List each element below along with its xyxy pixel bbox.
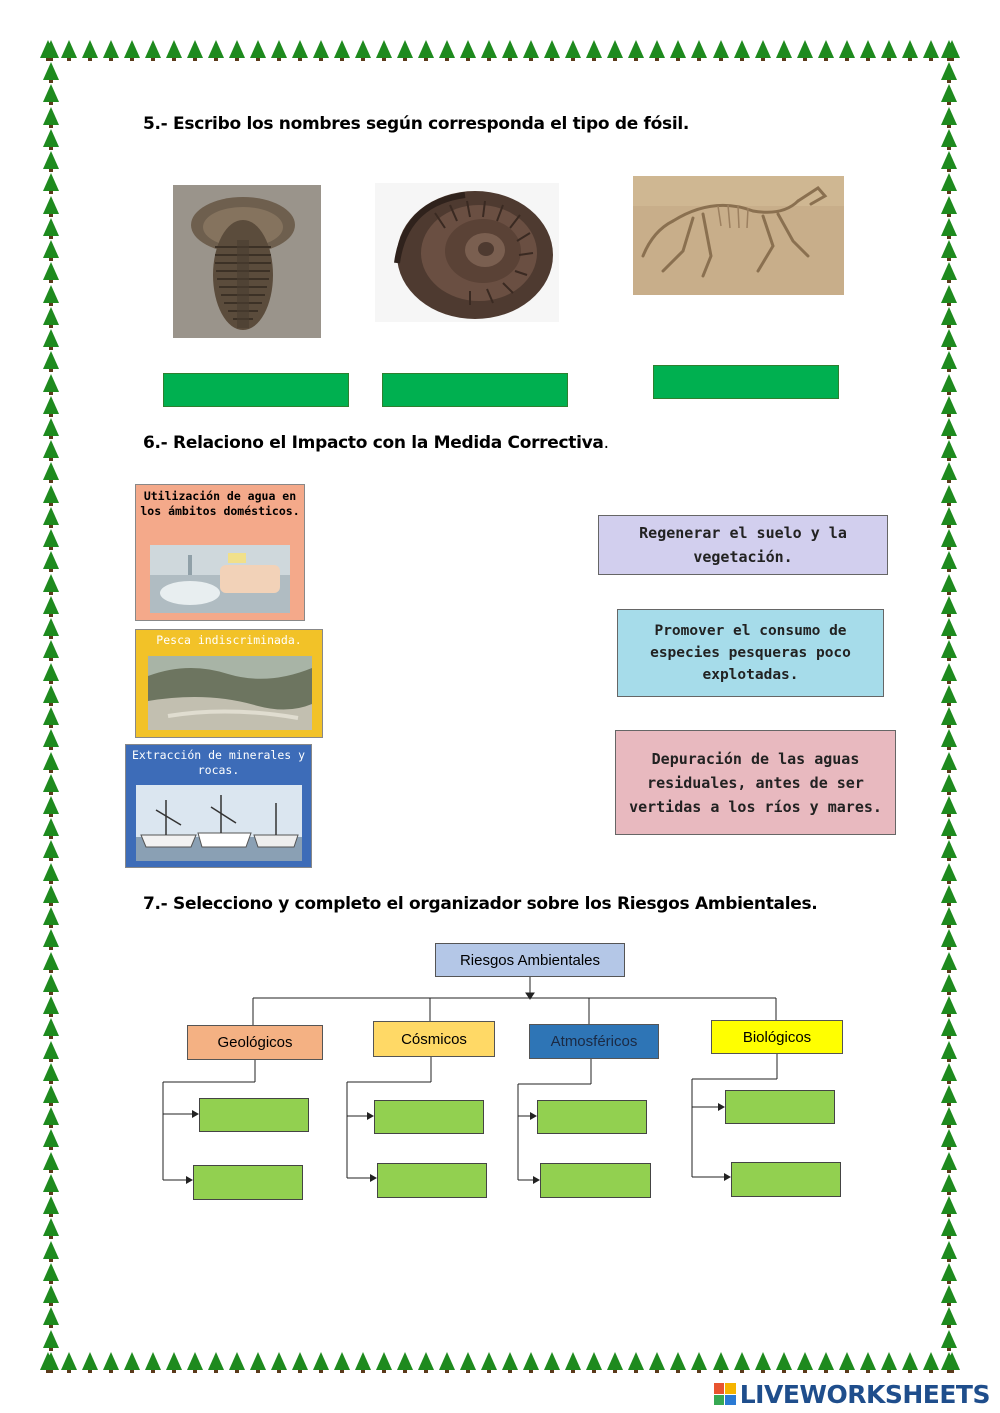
geologicos-slot-2[interactable]: [193, 1165, 303, 1200]
question-6-text: 6.- Relaciono el Impacto con la Medida Correctiva: [143, 433, 604, 453]
measure-card-3-label: Depuración de las aguas residuales, antes de ser vertidas a los ríos y mares.: [629, 749, 882, 816]
biologicos-slot-2[interactable]: [731, 1162, 841, 1197]
liveworksheets-logo: [714, 1379, 990, 1409]
geologicos-slot-1[interactable]: [199, 1098, 309, 1132]
liveworksheets-logo-text: LIVEWORKSHEETS: [739, 1379, 990, 1409]
category-biologicos: Biológicos: [711, 1020, 843, 1054]
question-7: 7.- Selecciono y completo el organizador sobre los Riesgos Ambientales.: [143, 894, 818, 914]
category-cosmicos: Cósmicos: [373, 1021, 495, 1057]
cosmicos-slot-1[interactable]: [374, 1100, 484, 1134]
root-riesgos-ambientales: Riesgos Ambientales: [435, 943, 625, 977]
measure-card-2-label: Promover el consumo de especies pesqueras poco explotadas.: [650, 623, 851, 683]
impact-card-1-label: Utilización de agua en los ámbitos domésticos.: [140, 489, 300, 518]
question-6-period: .: [603, 433, 609, 453]
atmosfericos-slot-2[interactable]: [540, 1163, 651, 1198]
biologicos-slot-1[interactable]: [725, 1090, 835, 1124]
cosmicos-slot-2[interactable]: [377, 1163, 487, 1198]
impact-card-3-label: Extracción de minerales y rocas.: [131, 748, 306, 777]
liveworksheets-logo-icon: [714, 1383, 736, 1405]
category-geologicos: Geológicos: [187, 1025, 323, 1060]
question-5: 5.- Escribo los nombres según corresponda el tipo de fósil.: [143, 114, 690, 134]
impact-card-2-label: Pesca indiscriminada.: [156, 633, 302, 647]
category-atmosfericos: Atmosféricos: [529, 1024, 659, 1059]
atmosfericos-slot-1[interactable]: [537, 1100, 647, 1134]
measure-card-1-label: Regenerar el suelo y la vegetación.: [639, 524, 847, 566]
